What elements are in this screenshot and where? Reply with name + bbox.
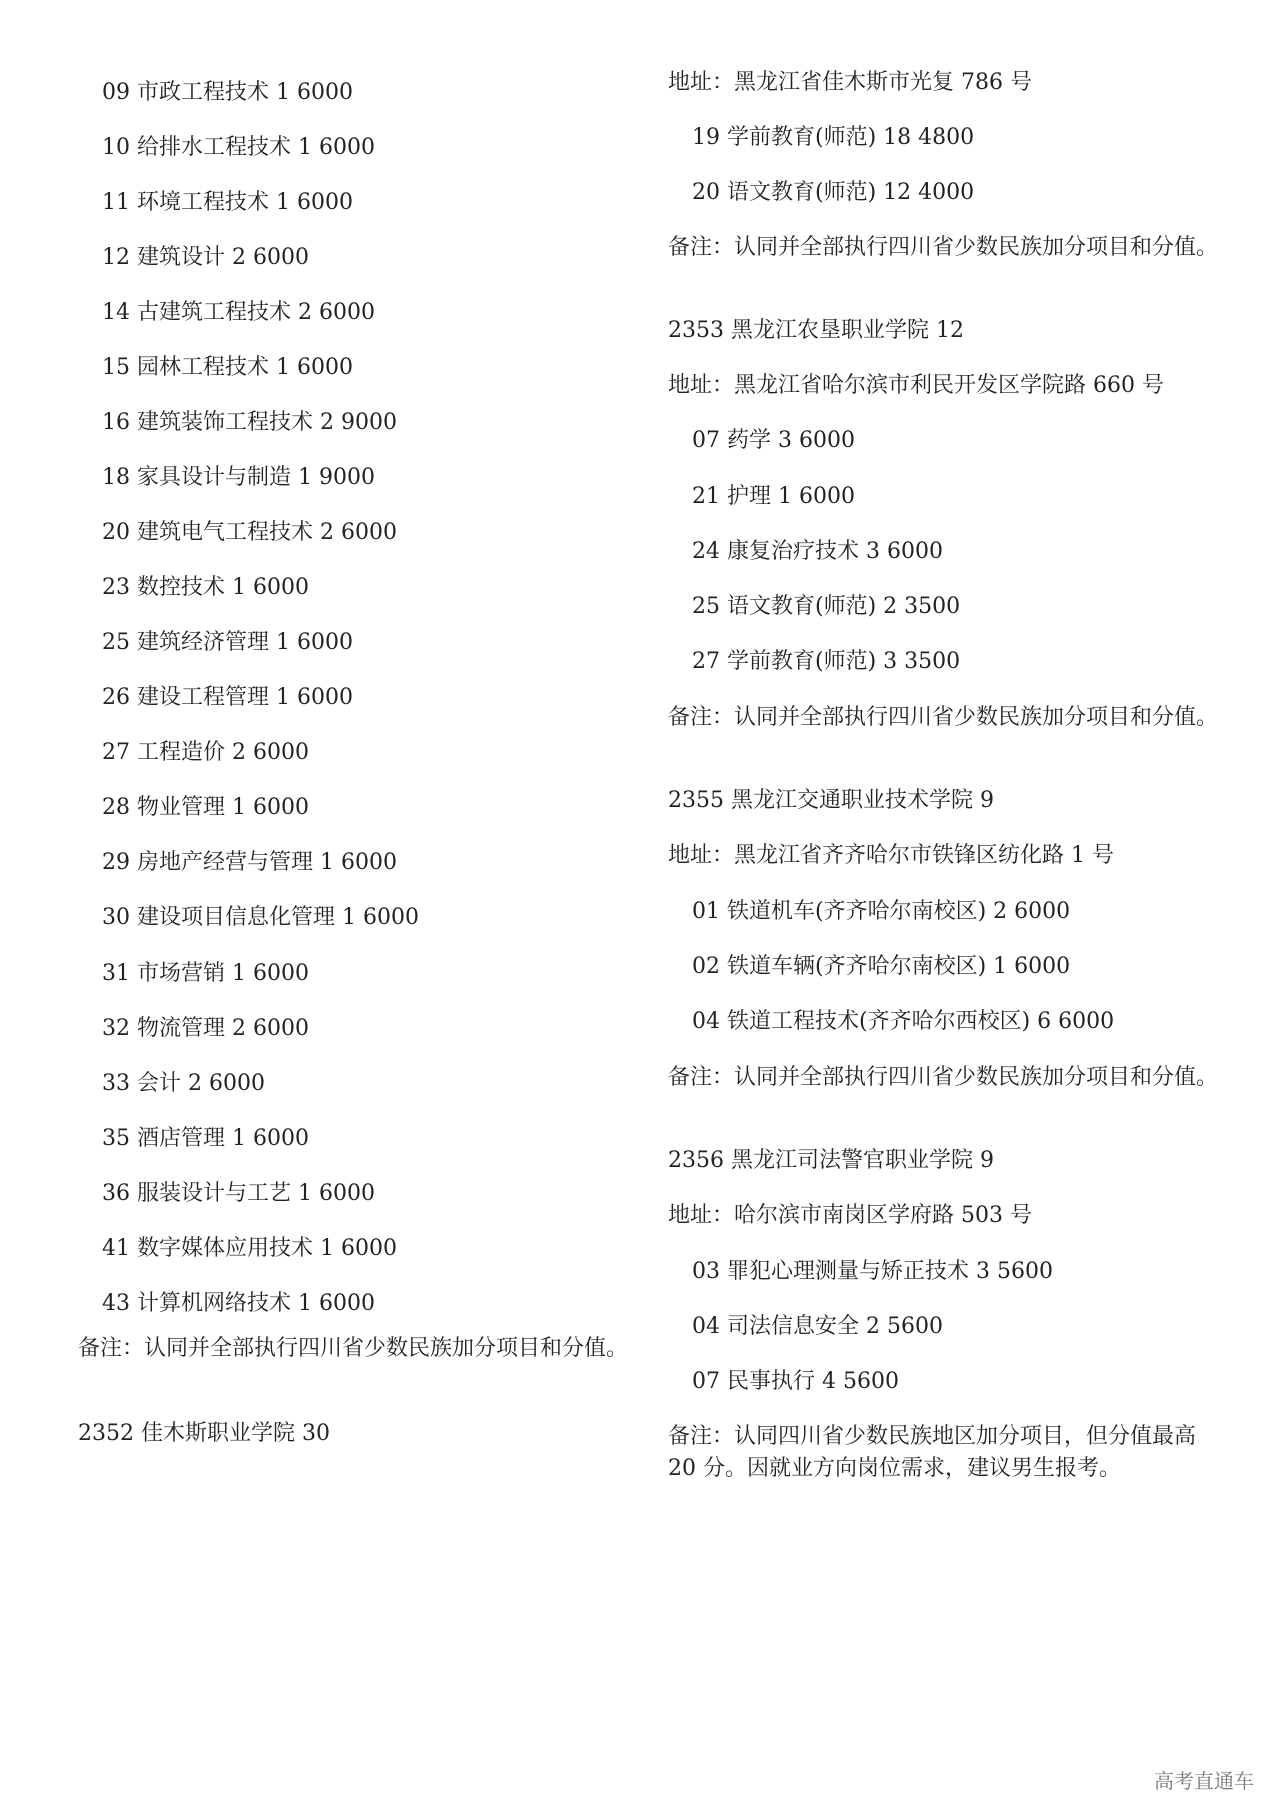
remark-note: 备注：认同四川省少数民族地区加分项目，但分值最高 20 分。因就业方向岗位需求，建议男生报考。 [668, 1424, 1197, 1481]
major-line: 29 房地产经营与管理 1 6000 [102, 850, 397, 875]
school-heading: 2352 佳木斯职业学院 30 [78, 1421, 330, 1446]
major-line: 30 建设项目信息化管理 1 6000 [102, 905, 419, 930]
major-line: 07 民事执行 4 5600 [692, 1369, 899, 1394]
major-line: 11 环境工程技术 1 6000 [102, 190, 353, 215]
remark-note: 备注：认同并全部执行四川省少数民族加分项目和分值。 [668, 235, 1219, 260]
major-line: 25 语文教育(师范) 2 3500 [692, 594, 961, 619]
major-line: 16 建筑装饰工程技术 2 9000 [102, 410, 397, 435]
school-address: 地址：黑龙江省佳木斯市光复 786 号 [668, 70, 1032, 95]
school-heading: 2356 黑龙江司法警官职业学院 9 [668, 1148, 994, 1173]
school-address: 地址：哈尔滨市南岗区学府路 503 号 [668, 1203, 1032, 1228]
major-line: 12 建筑设计 2 6000 [102, 245, 309, 270]
major-line: 09 市政工程技术 1 6000 [102, 80, 353, 105]
remark-note: 备注：认同并全部执行四川省少数民族加分项目和分值。 [668, 705, 1219, 730]
school-address: 地址：黑龙江省齐齐哈尔市铁锋区纺化路 1 号 [668, 843, 1114, 868]
major-line: 41 数字媒体应用技术 1 6000 [102, 1236, 397, 1261]
major-line: 35 酒店管理 1 6000 [102, 1126, 309, 1151]
major-line: 04 铁道工程技术(齐齐哈尔西校区) 6 6000 [692, 1009, 1115, 1034]
major-line: 33 会计 2 6000 [102, 1071, 265, 1096]
major-line: 36 服装设计与工艺 1 6000 [102, 1181, 375, 1206]
remark-note: 备注：认同并全部执行四川省少数民族加分项目和分值。 [668, 1065, 1219, 1090]
remark-note: 备注：认同并全部执行四川省少数民族加分项目和分值。 [78, 1336, 629, 1361]
major-line: 32 物流管理 2 6000 [102, 1016, 309, 1041]
major-line: 23 数控技术 1 6000 [102, 575, 309, 600]
major-line: 26 建设工程管理 1 6000 [102, 685, 353, 710]
major-line: 24 康复治疗技术 3 6000 [692, 539, 943, 564]
major-line: 07 药学 3 6000 [692, 428, 855, 453]
major-line: 20 语文教育(师范) 12 4000 [692, 180, 975, 205]
major-line: 14 古建筑工程技术 2 6000 [102, 300, 375, 325]
major-line: 01 铁道机车(齐齐哈尔南校区) 2 6000 [692, 899, 1071, 924]
major-line: 28 物业管理 1 6000 [102, 795, 309, 820]
major-line: 21 护理 1 6000 [692, 484, 855, 509]
major-line: 25 建筑经济管理 1 6000 [102, 630, 353, 655]
major-line: 03 罪犯心理测量与矫正技术 3 5600 [692, 1259, 1053, 1284]
major-line: 10 给排水工程技术 1 6000 [102, 135, 375, 160]
major-line: 04 司法信息安全 2 5600 [692, 1314, 943, 1339]
school-heading: 2355 黑龙江交通职业技术学院 9 [668, 788, 994, 813]
school-heading: 2353 黑龙江农垦职业学院 12 [668, 318, 964, 343]
major-line: 43 计算机网络技术 1 6000 [102, 1291, 375, 1316]
major-line: 31 市场营销 1 6000 [102, 961, 309, 986]
school-address: 地址：黑龙江省哈尔滨市利民开发区学院路 660 号 [668, 373, 1164, 398]
major-line: 20 建筑电气工程技术 2 6000 [102, 520, 397, 545]
major-line: 02 铁道车辆(齐齐哈尔南校区) 1 6000 [692, 954, 1071, 979]
major-line: 19 学前教育(师范) 18 4800 [692, 125, 975, 150]
major-line: 27 学前教育(师范) 3 3500 [692, 649, 961, 674]
major-line: 18 家具设计与制造 1 9000 [102, 465, 375, 490]
major-line: 15 园林工程技术 1 6000 [102, 355, 353, 380]
watermark: 高考直通车 [1154, 1769, 1254, 1793]
major-line: 27 工程造价 2 6000 [102, 740, 309, 765]
